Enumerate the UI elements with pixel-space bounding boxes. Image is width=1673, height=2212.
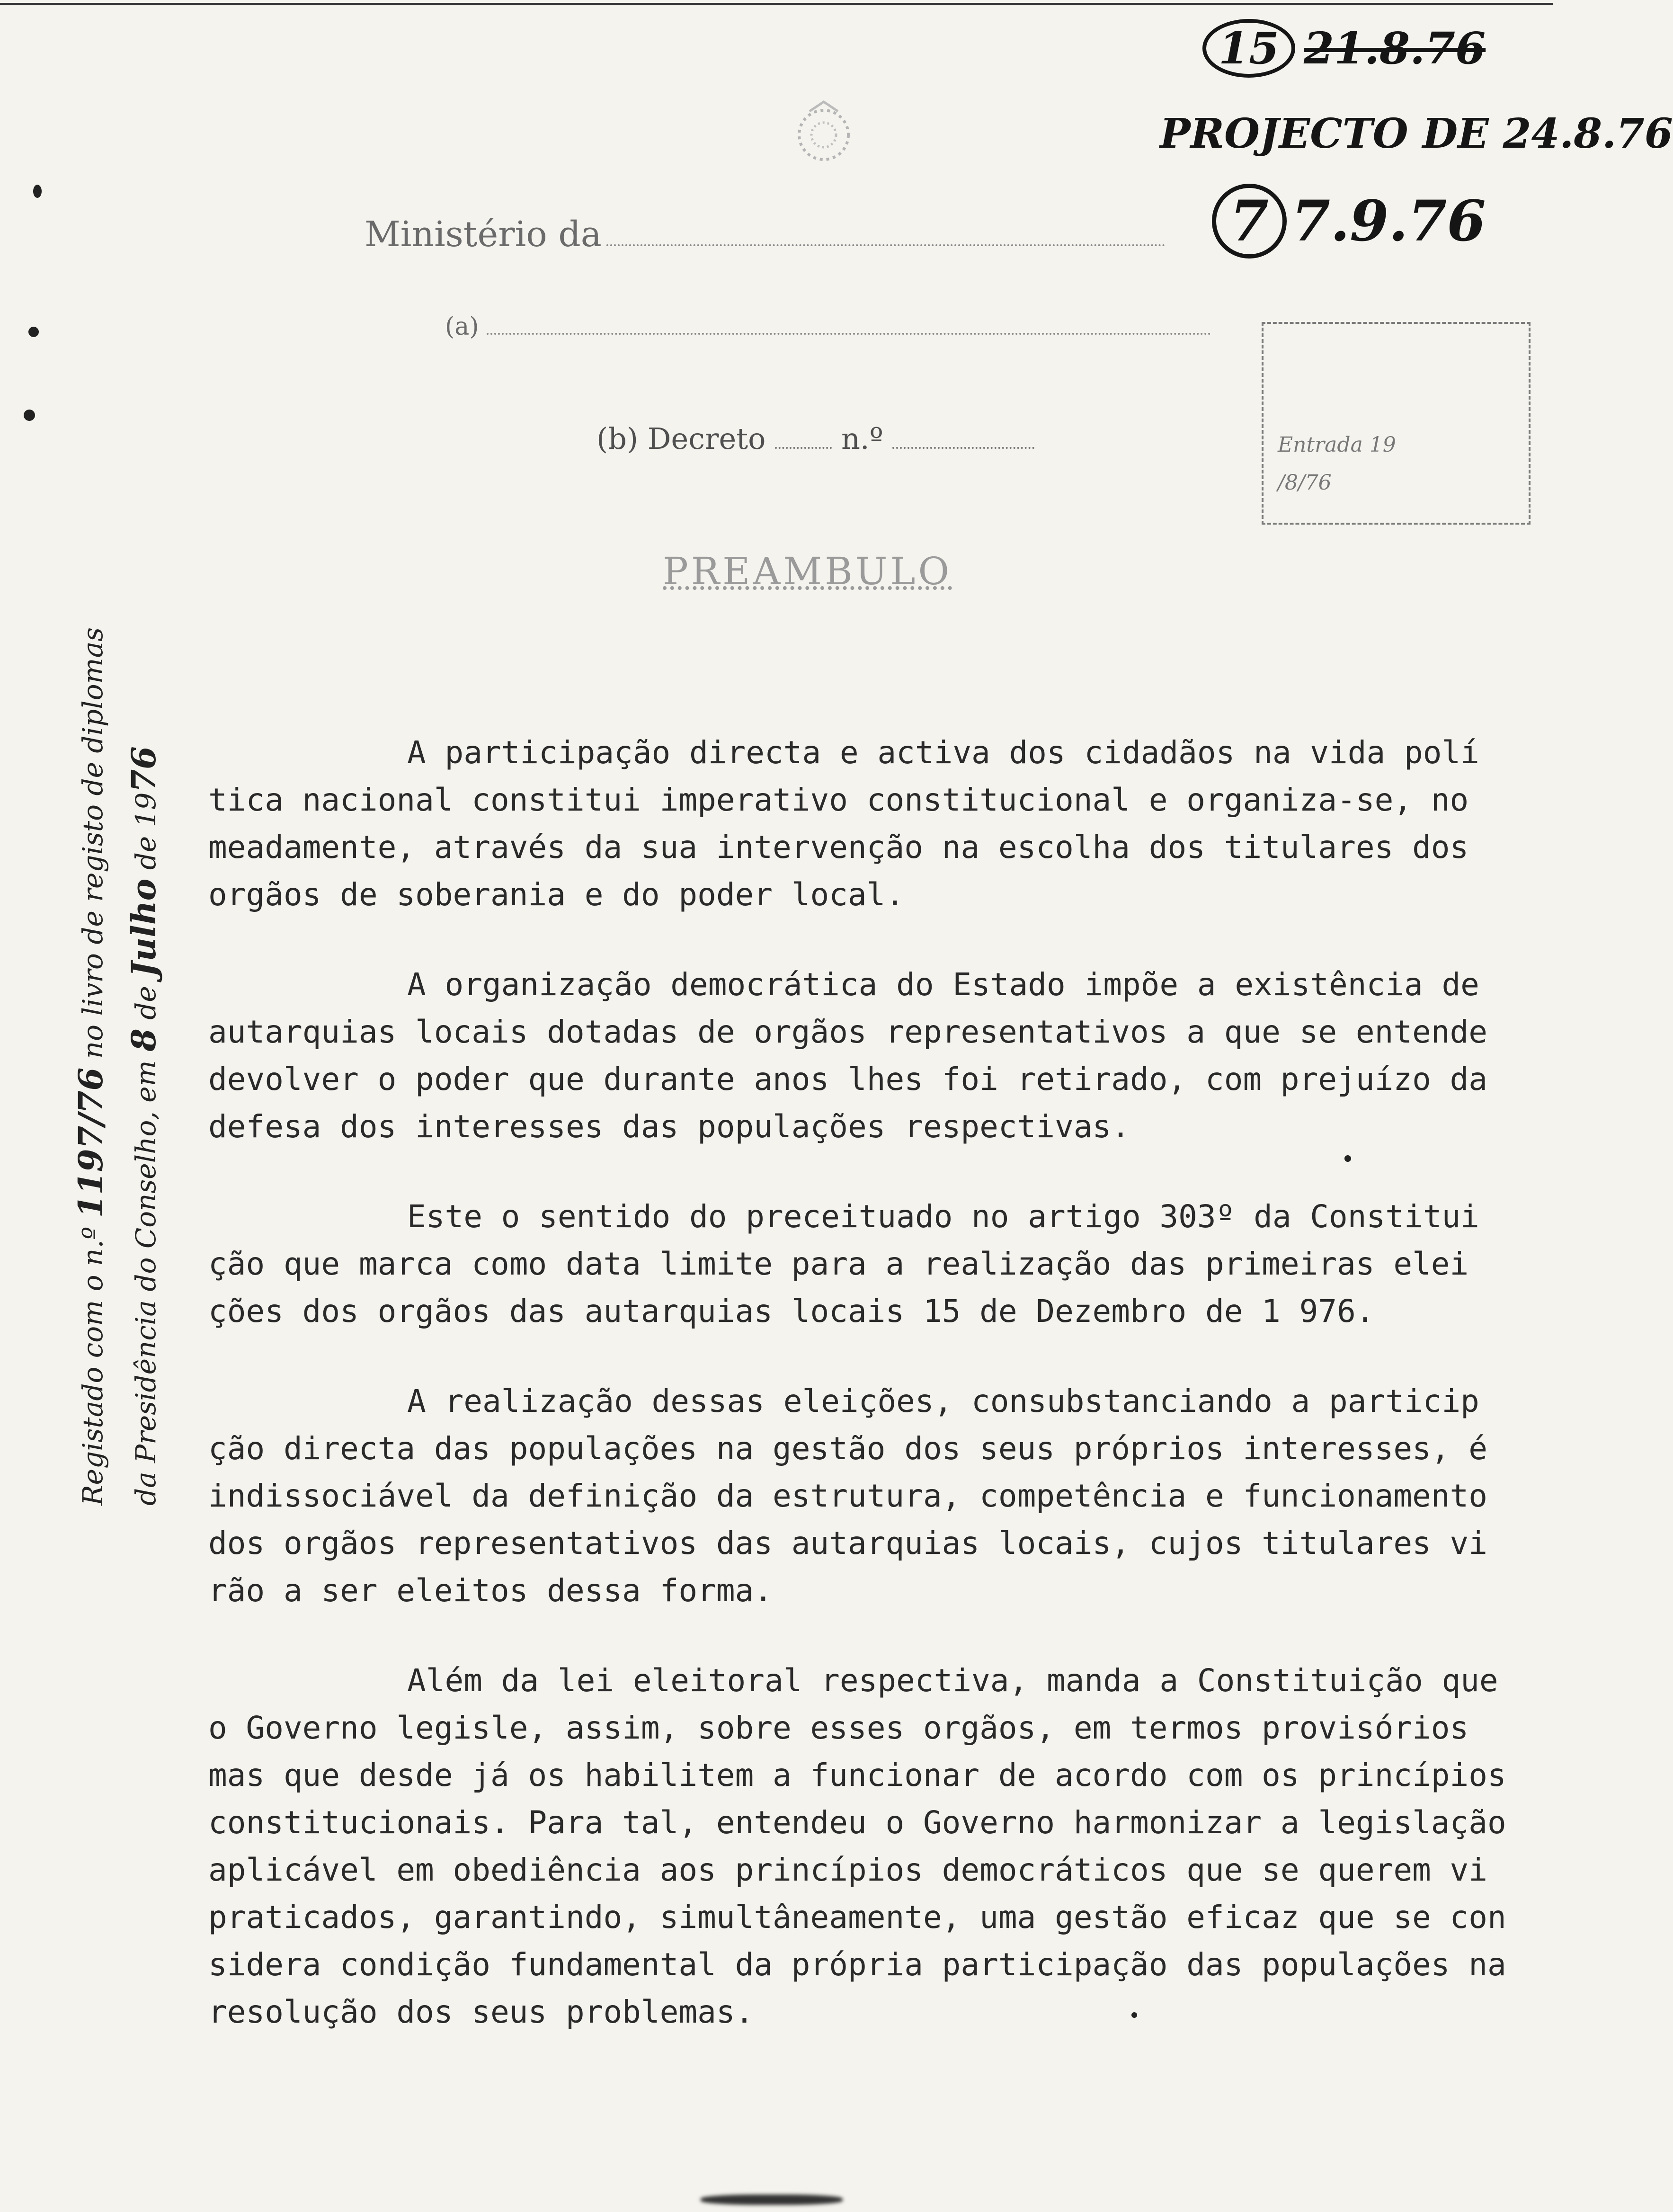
circled-seven: 7 [1212, 184, 1287, 259]
paragraph-4: A realização dessas eleições, consubstanciando a particip ção directa das populações na gestão dos seus próprios interesses, é indissociável da definição da estrutura, competência e funcionamento dos orgãos representativos das autarquias locais, cujos titulares vi rão a ser eleitos dessa forma. [208, 1383, 1488, 1609]
entry-stamp: Entrada 19 /8/76 [1262, 322, 1531, 525]
registration-margin-note [65, 627, 171, 1506]
scan-speck [28, 327, 39, 337]
handwritten-circled-number: 15 21.8.76 [1202, 19, 1486, 78]
paragraph-3: Este o sentido do preceituado no artigo 303º da Constitui ção que marca como data limite para a realização das primeiras elei ções dos orgãos das autarquias locais 15 de Dezembro de 1 976. [208, 1198, 1479, 1329]
document-body [208, 729, 1553, 2078]
ministry-blank [606, 244, 1165, 246]
struck-date: 21.8.76 [1304, 23, 1486, 74]
scan-speck [1344, 1155, 1351, 1162]
margin-note-line-1: Registado com o n.º 1197/76 no livro de registo de diplomas [71, 627, 110, 1506]
scan-speck [1131, 2012, 1137, 2018]
scan-speck [24, 410, 35, 421]
handwritten-projecto-date: PROJECTO DE 24.8.76 [1160, 110, 1673, 158]
preamble-heading: PREAMBULO [663, 549, 952, 593]
paragraph-5: Além da lei eleitoral respectiva, manda a Constituição que o Governo legisle, assim, sobre esses orgãos, em termos provisórios mas que desde já os habilitem a funcionar de acordo com os princípios constitucionais. Para tal, entendeu o Governo harmonizar a legislação aplicável em obediência aos princípios democráticos que se querem vi praticados, garantindo, simultâneamente, uma gestão eficaz que se con sidera condição fundamental da própria participação das populações na resolução dos seus problemas. [208, 1662, 1506, 2030]
handwritten-current-date: 7 7.9.76 [1212, 184, 1486, 259]
coat-of-arms-icon [776, 97, 871, 173]
paragraph-2: A organização democrática do Estado impõe a existência de autarquias locais dotadas de orgãos representativos a que se entende devolver o poder que durante anos lhes foi retirado, com prejuízo da defesa dos interesses das populações respectivas. [208, 966, 1488, 1145]
form-line-a: (a) [445, 312, 1211, 341]
ministry-letterhead: Ministério da [365, 214, 1165, 255]
scan-smudge [701, 2194, 843, 2205]
paragraph-1: A participação directa e activa dos cidadãos na vida polí tica nacional constitui imperativo constitucional e organiza-se, no meadamente, através da sua intervenção na escolha dos titulares dos orgãos de soberania e do poder local. [208, 734, 1479, 913]
top-border-line [0, 3, 1553, 5]
scan-speck [33, 185, 42, 198]
decreto-line: (b) Decreto n.º [596, 421, 1034, 456]
margin-note-line-2: da Presidência do Conselho, em 8 de Julho de 1976 [124, 746, 163, 1506]
